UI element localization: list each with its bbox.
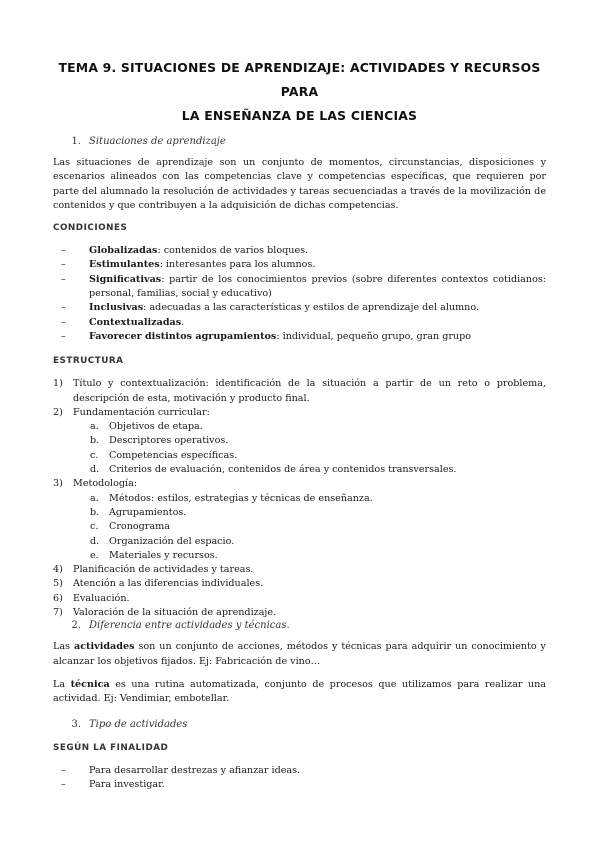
list-item: 2) Fundamentación curricular: a. Objetivos de etapa. b. Descriptores operativos. c. Competencias específicas. d. Criterios de evaluación, contenidos de área y contenidos transversales. — [53, 406, 546, 477]
conditions-list — [53, 244, 546, 344]
list-item: 1) Título y contextualización: identificación de la situación a partir de un reto o problema, descripción de esta, motivación y producto final. — [53, 378, 546, 404]
activities-paragraph: Las actividades son un conjunto de acciones, métodos y técnicas para adquirir un conocimiento y alcanzar los objetivos fijados. Ej: Fabricación de vino… — [53, 641, 546, 667]
list-item: 6) Evaluación. — [53, 592, 130, 604]
section-3-heading — [53, 717, 546, 733]
section-number: 3. — [71, 718, 81, 730]
list-item: – Contextualizadas. — [61, 316, 185, 328]
list-item: – Inclusivas: adecuadas a las características y estilos de aprendizaje del alumno. — [61, 302, 480, 314]
sub-list-item: b. Agrupamientos. — [90, 506, 187, 518]
page-title — [53, 0, 546, 128]
sub-list-item: b. Descriptores operativos. — [90, 435, 229, 447]
sub-list-item: d. Organización del espacio. — [90, 535, 235, 547]
intro-paragraph: Las situaciones de aprendizaje son un conjunto de momentos, circunstancias, disposiciones y escenarios alineados con las competencias clave y competencias específicas, que requieren por parte del alumnado la resolución de actividades y tareas secuenciadas a través de la movilización de contenidos y que contribuyen a la adquisición de dichas competencias. — [53, 157, 546, 211]
section-1-heading — [53, 134, 546, 150]
sub-list-item: c. Competencias específicas. — [90, 449, 238, 461]
section-title: Tipo de actividades — [89, 718, 188, 730]
title-line-2: LA ENSEÑANZA DE LAS CIENCIAS — [181, 108, 418, 123]
purpose-heading: SEGÚN LA FINALIDAD — [53, 742, 169, 753]
list-item: – Para desarrollar destrezas y afianzar ideas. — [61, 764, 301, 776]
list-item: – Favorecer distintos agrupamientos: individual, pequeño grupo, gran grupo — [61, 330, 472, 342]
list-item: 7) Valoración de la situación de aprendizaje. — [53, 607, 277, 619]
section-2-heading — [53, 618, 546, 634]
list-item: 5) Atención a las diferencias individuales. — [53, 578, 264, 590]
structure-heading: ESTRUCTURA — [53, 356, 124, 367]
sub-list-item: c. Cronograma — [90, 521, 170, 533]
sub-list — [73, 420, 546, 477]
conditions-heading: CONDICIONES — [53, 223, 128, 234]
list-item: – Estimulantes: interesantes para los alumnos. — [61, 259, 316, 271]
list-item: – Para investigar. — [61, 778, 165, 790]
sub-list-item: d. Criterios de evaluación, contenidos de área y contenidos transversales. — [90, 464, 457, 476]
title-line-1: TEMA 9. SITUACIONES DE APRENDIZAJE: ACTIVIDADES Y RECURSOS PARA — [58, 60, 541, 99]
list-item: – Significativas: partir de los conocimientos previos (sobre diferentes contextos cotidianos: personal, familias, social y educativo) — [61, 273, 546, 300]
structure-list — [53, 377, 546, 620]
sub-list-item: e. Materiales y recursos. — [90, 549, 218, 561]
list-item: 4) Planificación de actividades y tareas. — [53, 564, 254, 576]
list-item: – Globalizadas: contenidos de varios bloques. — [61, 245, 309, 257]
technique-paragraph: La técnica es una rutina automatizada, conjunto de procesos que utilizamos para realizar una actividad. Ej: Vendimiar, embotellar. — [53, 678, 547, 705]
activity-types-list — [53, 764, 546, 793]
section-number: 2. — [71, 620, 81, 632]
sub-list-item: a. Métodos: estilos, estrategias y técnicas de enseñanza. — [90, 492, 373, 504]
list-item: 3) Metodología: a. Métodos: estilos, estrategias y técnicas de enseñanza. b. Agrupamientos. c. Cronograma d. Organización del espacio. e. Materiales y recursos. — [53, 477, 546, 563]
sub-list — [73, 492, 546, 563]
section-number: 1. — [71, 136, 81, 147]
sub-list-item: a. Objetivos de etapa. — [90, 421, 203, 433]
section-title: Situaciones de aprendizaje — [89, 136, 226, 147]
section-title: Diferencia entre actividades y técnicas. — [89, 620, 290, 632]
